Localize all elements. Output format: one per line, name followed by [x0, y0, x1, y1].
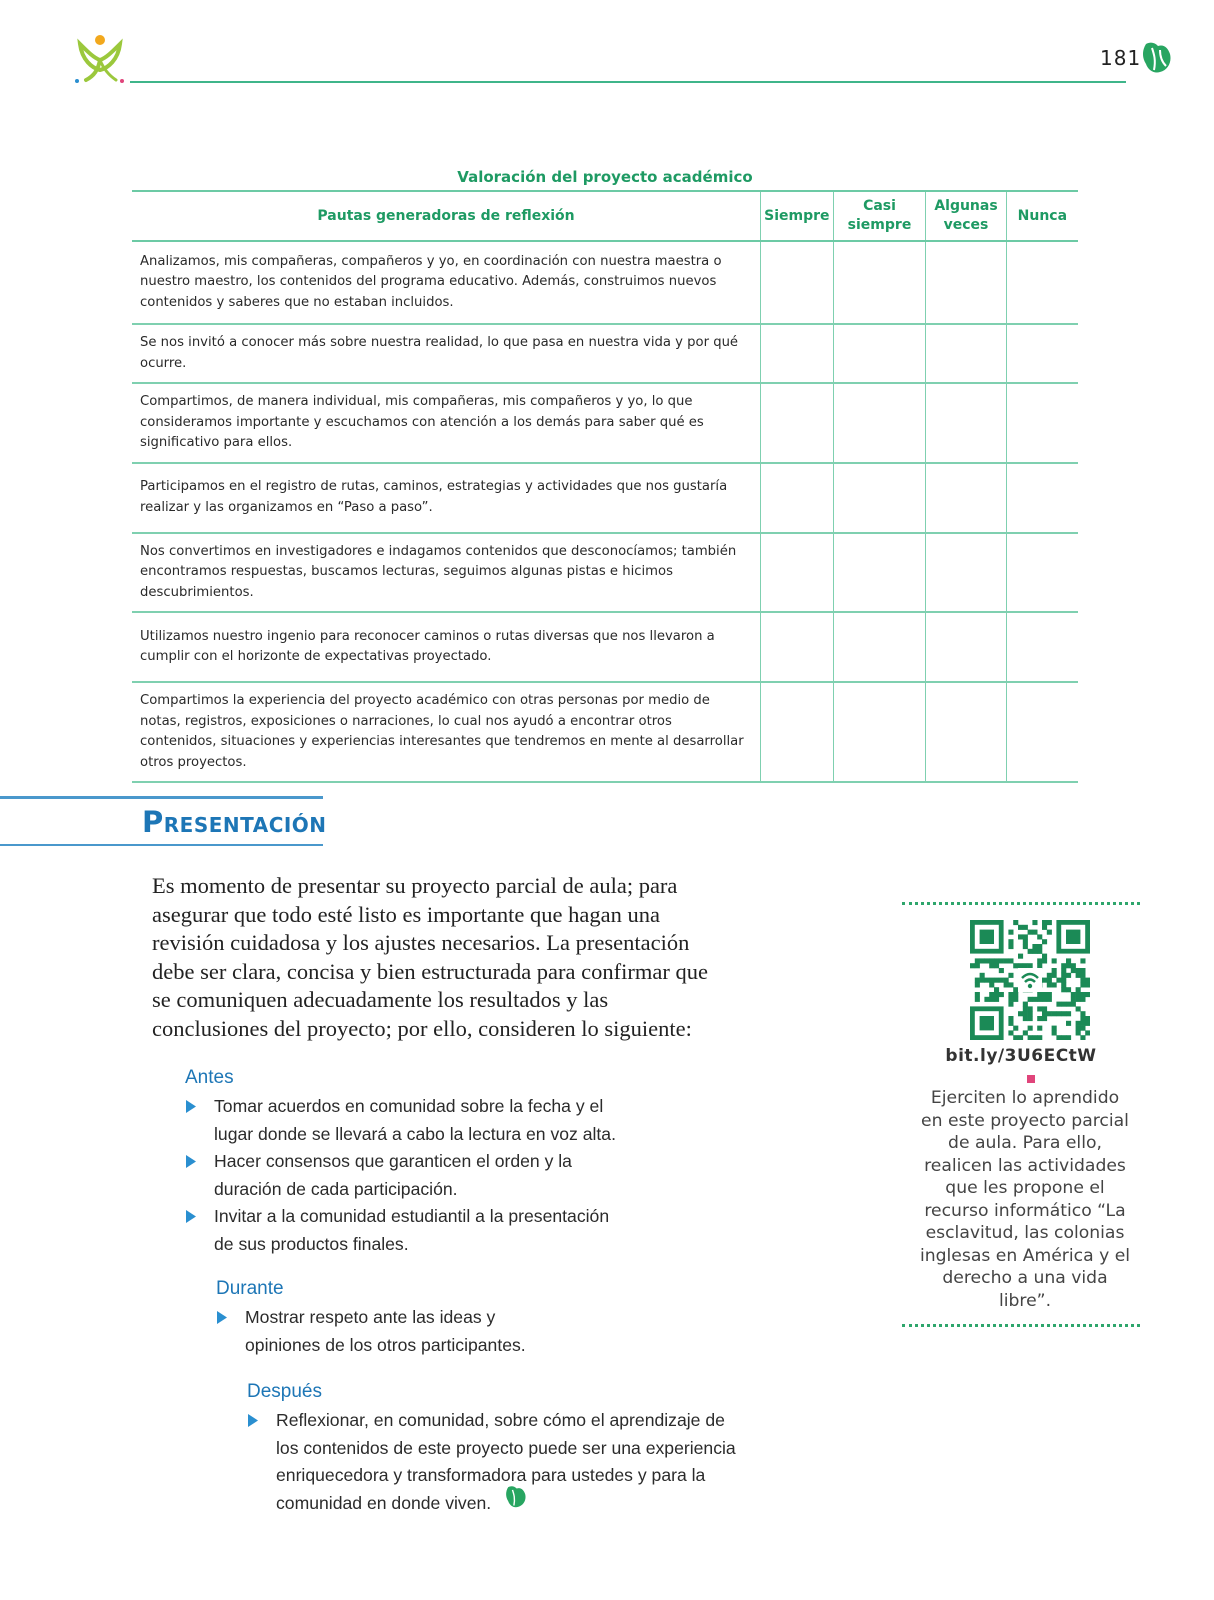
list-item [216, 1304, 566, 1359]
answer-cell-casi-siempre[interactable] [833, 324, 926, 383]
answer-cell-algunas-veces[interactable] [926, 324, 1006, 383]
pink-square-marker [1027, 1075, 1035, 1083]
answer-cell-algunas-veces[interactable] [926, 533, 1006, 613]
answer-cell-nunca[interactable] [1006, 324, 1078, 383]
sidebar-dotted-rule-top [902, 902, 1140, 905]
answer-cell-nunca[interactable] [1006, 682, 1078, 782]
leaf-icon [504, 1484, 528, 1510]
leaf-icon [1140, 40, 1174, 76]
section-rule-bottom [0, 844, 323, 846]
section-rule-top [0, 796, 323, 799]
answer-cell-algunas-veces[interactable] [926, 383, 1006, 463]
answer-cell-siempre[interactable] [761, 463, 834, 533]
answer-cell-nunca[interactable] [1006, 533, 1078, 613]
table-row [132, 612, 1078, 682]
list-item-text: Reflexionar, en comunidad, sobre cómo el aprendizaje de los contenidos de este proyecto puede ser una experiencia enriquecedora y transformadora para ustedes y para la comunidad en donde viven. [276, 1410, 736, 1513]
answer-cell-nunca[interactable] [1006, 383, 1078, 463]
criteria-cell: Compartimos, de manera individual, mis compañeras, mis compañeros y yo, lo que consideramos importante y escuchamos con atención a los demás para saber qué es significativo para ellos. [132, 383, 761, 463]
heading-antes: Antes [185, 1067, 234, 1088]
answer-cell-siempre[interactable] [761, 383, 834, 463]
criteria-cell: Compartimos la experiencia del proyecto académico con otras personas por medio de notas, registros, exposiciones o narraciones, lo cual nos ayudó a encontrar otros contenidos, situaciones y experiencias interesantes que tendremos en mente al desarrollar otros proyectos. [132, 682, 761, 782]
answer-cell-siempre[interactable] [761, 324, 834, 383]
column-header-algunas-veces: Algunas veces [926, 191, 1006, 241]
table-row [132, 463, 1078, 533]
criteria-cell: Nos convertimos en investigadores e indagamos contenidos que desconocíamos; también encontramos respuestas, buscamos lecturas, seguimos algunas pistas e hicimos descubrimientos. [132, 533, 761, 613]
table-row [132, 682, 1078, 782]
triangle-bullet-icon [217, 1311, 227, 1324]
triangle-bullet-icon [186, 1100, 196, 1113]
criteria-cell: Participamos en el registro de rutas, caminos, estrategias y actividades que nos gustaría realizar y las organizamos en “Paso a paso”. [132, 463, 761, 533]
column-header-siempre: Siempre [761, 191, 834, 241]
list-durante [216, 1304, 566, 1359]
list-item [185, 1093, 625, 1148]
list-antes [185, 1093, 625, 1258]
sidebar-dotted-rule-bottom [902, 1324, 1140, 1327]
qr-code-icon[interactable] [970, 920, 1090, 1040]
page-number: 181 [1100, 46, 1142, 70]
sprout-figure-logo-icon [72, 30, 128, 86]
header-rule [130, 81, 1126, 83]
section-title: Presentación [142, 805, 327, 839]
list-item [185, 1148, 625, 1203]
list-item [185, 1203, 625, 1258]
triangle-bullet-icon [248, 1414, 258, 1427]
criteria-cell: Analizamos, mis compañeras, compañeros y yo, en coordinación con nuestra maestra o nuestro maestro, los contenidos del programa educativo. Además, construimos nuevos contenidos y saberes que no estaban incluidos. [132, 241, 761, 324]
answer-cell-siempre[interactable] [761, 533, 834, 613]
list-item-text: Mostrar respeto ante las ideas y opiniones de los otros participantes. [245, 1307, 526, 1355]
column-header-criteria: Pautas generadoras de reflexión [132, 191, 761, 241]
table-header-row [132, 191, 1078, 241]
answer-cell-casi-siempre[interactable] [833, 533, 926, 613]
column-header-casi-siempre: Casi siempre [833, 191, 926, 241]
answer-cell-casi-siempre[interactable] [833, 241, 926, 324]
table-row [132, 324, 1078, 383]
answer-cell-nunca[interactable] [1006, 463, 1078, 533]
list-despues [247, 1407, 747, 1517]
answer-cell-casi-siempre[interactable] [833, 383, 926, 463]
list-item-text: Tomar acuerdos en comunidad sobre la fecha y el lugar donde se llevará a cabo la lectura en voz alta. [214, 1096, 616, 1144]
triangle-bullet-icon [186, 1155, 196, 1168]
answer-cell-siempre[interactable] [761, 241, 834, 324]
list-item [247, 1407, 747, 1517]
sidebar-text: Ejerciten lo aprendido en este proyecto parcial de aula. Para ello, realicen las actividades que les propone el recurso informático “La esclavitud, las colonias inglesas en América y el derecho a una vida libre”. [919, 1088, 1131, 1311]
answer-cell-algunas-veces[interactable] [926, 682, 1006, 782]
answer-cell-algunas-veces[interactable] [926, 241, 1006, 324]
criteria-cell: Utilizamos nuestro ingenio para reconocer caminos o rutas diversas que nos llevaron a cumplir con el horizonte de expectativas proyectado. [132, 612, 761, 682]
answer-cell-algunas-veces[interactable] [926, 463, 1006, 533]
resource-link[interactable]: bit.ly/3U6ECtW [945, 1046, 1097, 1066]
answer-cell-casi-siempre[interactable] [833, 463, 926, 533]
list-item-text: Invitar a la comunidad estudiantil a la presentación de sus productos finales. [214, 1206, 610, 1254]
table-row [132, 383, 1078, 463]
triangle-bullet-icon [186, 1210, 196, 1223]
answer-cell-casi-siempre[interactable] [833, 682, 926, 782]
answer-cell-siempre[interactable] [761, 612, 834, 682]
heading-despues: Después [247, 1381, 322, 1402]
table-row [132, 533, 1078, 613]
column-header-nunca: Nunca [1006, 191, 1078, 241]
intro-paragraph: Es momento de presentar su proyecto parcial de aula; para asegurar que todo esté listo es importante que hagan una revisión cuidadosa y los ajustes necesarios. La presentación debe ser clara, concisa y bien estructurada para confirmar que se comuniquen adecuadamente los resultados y las conclusiones del proyecto; por ello, consideren lo siguiente: [152, 873, 708, 1041]
answer-cell-algunas-veces[interactable] [926, 612, 1006, 682]
table-row [132, 241, 1078, 324]
answer-cell-nunca[interactable] [1006, 241, 1078, 324]
table-title: Valoración del proyecto académico [457, 168, 753, 186]
criteria-cell: Se nos invitó a conocer más sobre nuestra realidad, lo que pasa en nuestra vida y por qué ocurre. [132, 324, 761, 383]
answer-cell-casi-siempre[interactable] [833, 612, 926, 682]
answer-cell-siempre[interactable] [761, 682, 834, 782]
assessment-table [132, 190, 1078, 783]
list-item-text: Hacer consensos que garanticen el orden y la duración de cada participación. [214, 1151, 572, 1199]
answer-cell-nunca[interactable] [1006, 612, 1078, 682]
heading-durante: Durante [216, 1278, 284, 1299]
